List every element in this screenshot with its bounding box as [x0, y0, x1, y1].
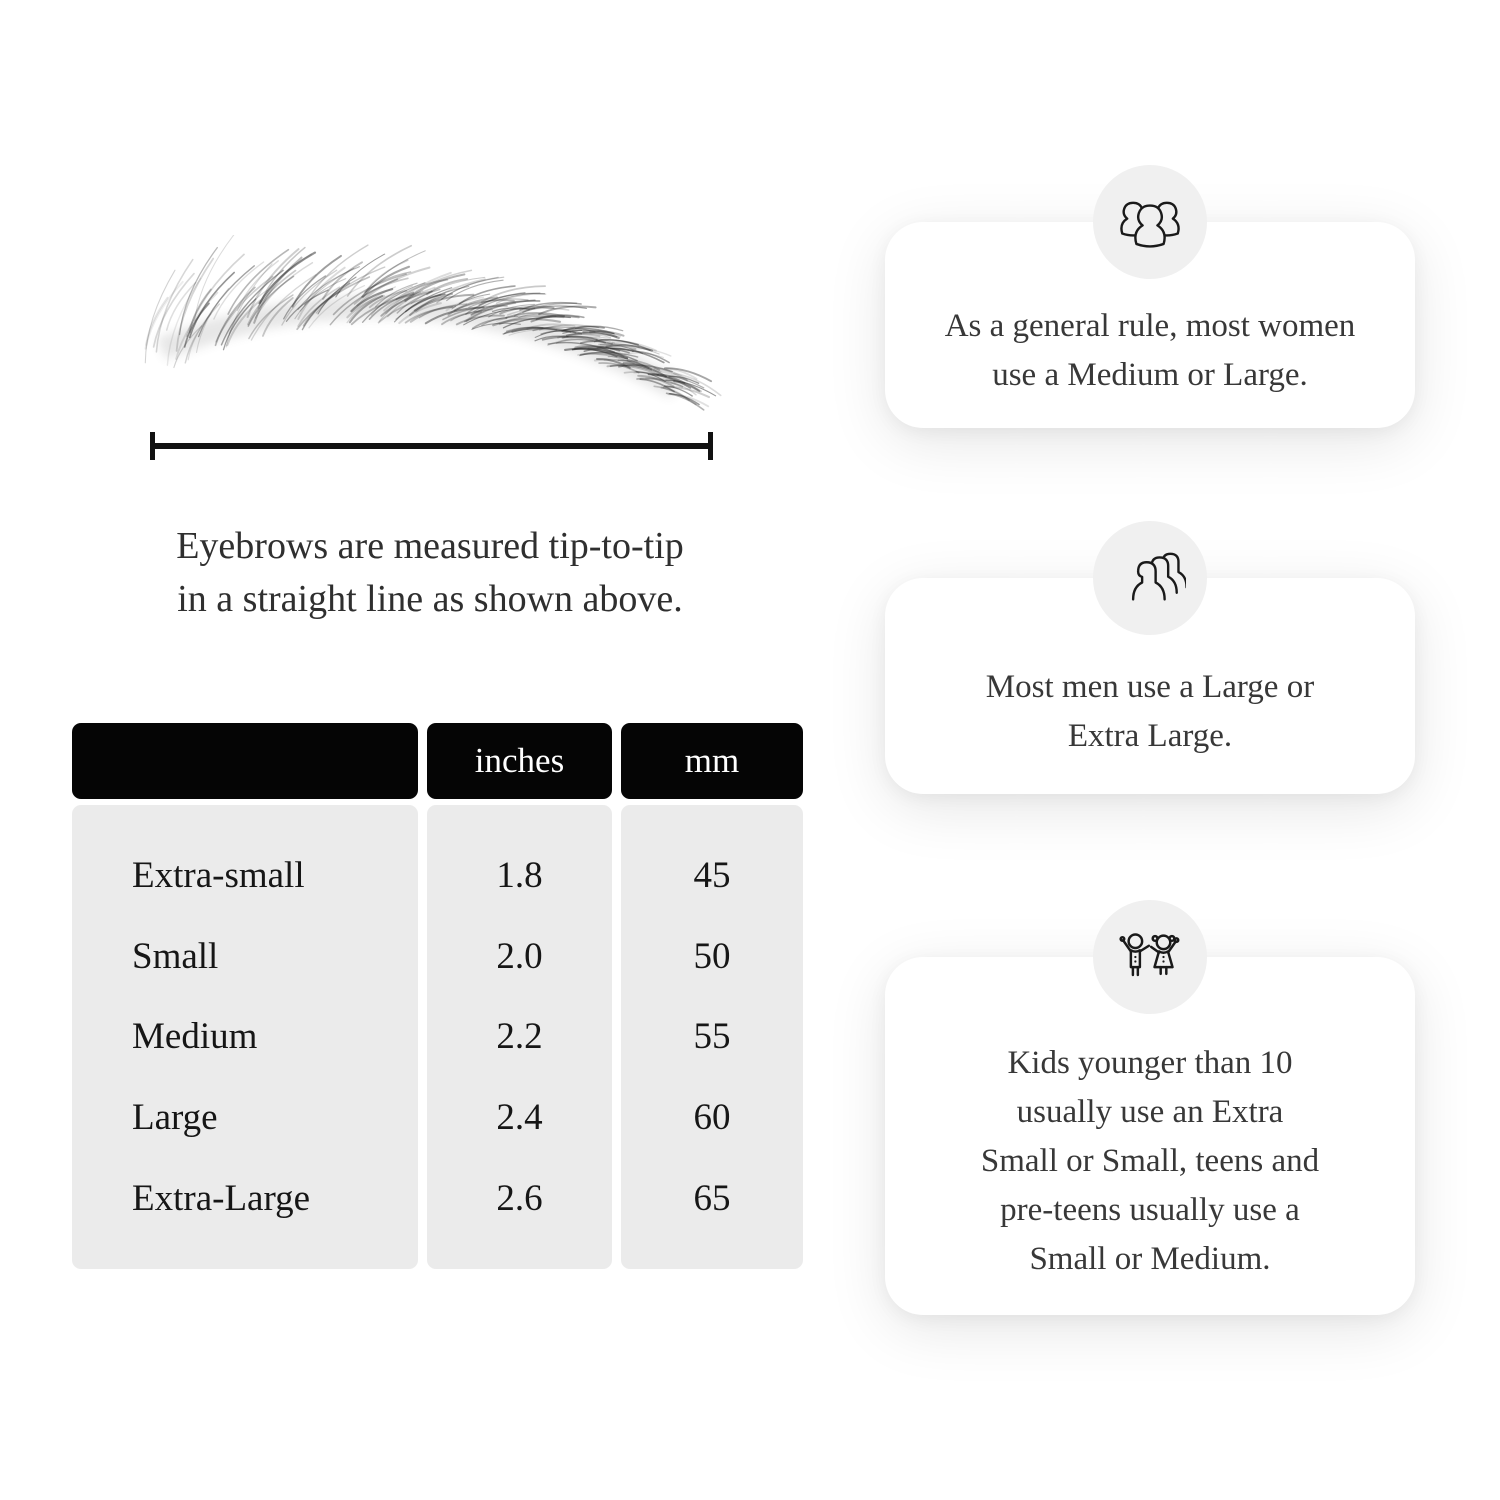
- measurement-line-bar: [150, 443, 713, 449]
- tip-line: Small or Medium.: [1029, 1241, 1271, 1277]
- icon-circle: [1093, 165, 1207, 279]
- table-cell-mm: 60: [693, 1097, 731, 1139]
- caption-line: Eyebrows are measured tip-to-tip: [176, 525, 684, 567]
- tip-line: Extra Large.: [1067, 717, 1233, 754]
- table-cell-mm: 50: [693, 935, 731, 977]
- size-table-header-mm: mm: [621, 723, 803, 799]
- table-cell-inches: 2.0: [496, 935, 543, 977]
- measurement-caption: [70, 520, 790, 626]
- table-cell-inches: 2.4: [496, 1097, 543, 1139]
- tip-line: Most men use a Large or: [985, 668, 1315, 705]
- icon-circle: [1093, 521, 1207, 635]
- size-table-header-inches: inches: [427, 723, 612, 799]
- size-table-inches-column: [427, 805, 612, 1269]
- table-cell-mm: 65: [693, 1178, 731, 1220]
- tip-line: Kids younger than 10: [1007, 1045, 1293, 1081]
- table-cell-mm: 45: [693, 854, 731, 896]
- size-table-header-blank: [72, 723, 418, 799]
- measurement-line-right-cap: [708, 432, 713, 460]
- men-group-icon: [1114, 542, 1186, 614]
- table-cell-size: Small: [132, 935, 219, 977]
- eyebrow-illustration: [115, 235, 735, 425]
- tip-card-text: [913, 302, 1387, 400]
- tip-card-text: [913, 663, 1387, 761]
- table-cell-size: Large: [132, 1097, 218, 1139]
- table-cell-inches: 1.8: [496, 854, 543, 896]
- table-cell-size: Extra-small: [132, 854, 305, 896]
- tip-card-men: [885, 578, 1415, 794]
- measurement-line: [150, 432, 713, 460]
- tip-card-kids: [885, 957, 1415, 1315]
- children-icon: [1114, 921, 1186, 993]
- table-cell-inches: 2.2: [496, 1016, 543, 1058]
- icon-circle: [1093, 900, 1207, 1014]
- tip-line: Small or Small, teens and: [980, 1143, 1320, 1179]
- tip-line: As a general rule, most women: [944, 307, 1356, 344]
- tip-line: use a Medium or Large.: [992, 356, 1308, 393]
- tip-card-text: [913, 1039, 1387, 1284]
- size-table-mm-column: [621, 805, 803, 1269]
- eyebrow-drawing: [115, 235, 735, 425]
- table-cell-mm: 55: [693, 1016, 731, 1058]
- table-cell-size: Extra-Large: [132, 1178, 311, 1220]
- tip-line: usually use an Extra: [1016, 1094, 1284, 1130]
- table-cell-inches: 2.6: [496, 1178, 543, 1220]
- caption-line: in a straight line as shown above.: [177, 578, 683, 620]
- table-cell-size: Medium: [132, 1016, 258, 1058]
- size-table-size-column: [72, 805, 418, 1269]
- women-group-icon: [1114, 186, 1186, 258]
- tip-line: pre-teens usually use a: [1000, 1192, 1300, 1228]
- size-table: [72, 723, 803, 1269]
- tip-card-women: [885, 222, 1415, 428]
